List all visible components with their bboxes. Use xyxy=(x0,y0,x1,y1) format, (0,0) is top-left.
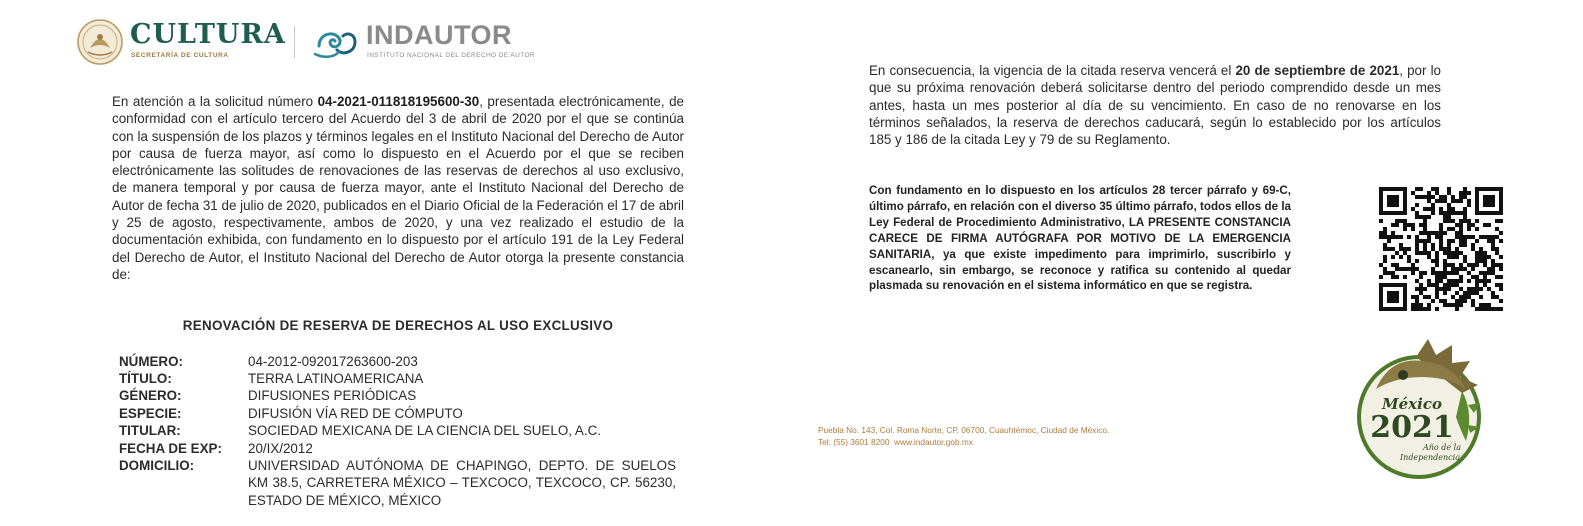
emblem-line2-text: Año de la xyxy=(1422,443,1462,452)
intro-text-start: En atención a la solicitud número xyxy=(112,94,318,109)
record-value-fecha-exp: 20/IX/2012 xyxy=(248,441,313,456)
indautor-spiral-icon xyxy=(313,24,359,60)
mexico-2021-emblem xyxy=(1356,333,1482,479)
emblem-mexico-text: México xyxy=(1382,395,1442,413)
cultura-seal-icon xyxy=(76,18,124,66)
address-line-2: Tel: (55) 3601 8200 www.indautor.gob.mx xyxy=(818,436,973,447)
cultura-logo-subtitle: SECRETARÍA DE CULTURA xyxy=(131,52,229,59)
record-value-titulo: TERRA LATINOAMERICANA xyxy=(248,371,424,386)
record-label-especie: ESPECIE: xyxy=(119,406,182,421)
record-value-titular: SOCIEDAD MEXICANA DE LA CIENCIA DEL SUELO, A.C. xyxy=(248,423,601,438)
emblem-year-text: 2021 xyxy=(1370,410,1454,445)
record-value-genero: DIFUSIONES PERIÓDICAS xyxy=(248,388,417,403)
intro-text-rest: , presentada electrónicamente, de conformidad con el artículo tercero del Acuerdo del 3 de abril de 2020 por el que se continúa con la suspensión de los plazos y términos legales en el Instituto Nacional del Derecho de Autor por causa de fuerza mayor, así como lo dispuesto en el Acuerdo por el que se reciben electrónicamente las solitudes de renovaciones de las reservas de derechos al uso exclusivo, de manera temporal y por causa de fuerza mayor, ante el Instituto Nacional del Derecho de Autor de fecha 31 de julio de 2020, publicados en el Diario Oficial de la Federación el 17 de abril y 25 de agosto, respectivamente, ambos de 2020, y una vez realizado el estudio de la documentación exhibida, con fundamento en lo dispuesto por el artículo 191 de la Ley Federal del Derecho de Autor, el Instituto Nacional del Derecho de Autor otorga la presente constancia de: xyxy=(112,94,684,282)
record-label-fecha-exp: FECHA DE EXP: xyxy=(119,441,222,456)
emblem-line3-text: Independencia xyxy=(1400,453,1460,462)
intro-paragraph xyxy=(112,93,684,283)
record-label-titular: TITULAR: xyxy=(119,423,181,438)
record-label-numero: NÚMERO: xyxy=(119,354,183,369)
record-label-domicilio: DOMICILIO: xyxy=(119,458,195,473)
expiry-date: 20 de septiembre de 2021 xyxy=(1235,63,1400,78)
cultura-logo-text: CULTURA xyxy=(130,19,286,50)
consequence-text-rest: , por lo que su próxima renovación deberá solicitarse dentro del periodo comprendido desde un mes antes, hasta un mes posterior al día de su vencimiento. En caso de no renovarse en los términos señalados, la reserva de derechos caducará, según lo establecido por los artículos 185 y 186 de la citada Ley y 79 de su Reglamento. xyxy=(869,63,1442,148)
footer-address xyxy=(818,425,1109,448)
record-label-titulo: TÍTULO: xyxy=(119,371,172,386)
consequence-text-start: En consecuencia, la vigencia de la citada reserva vencerá el xyxy=(869,63,1236,78)
record-value-domicilio: UNIVERSIDAD AUTÓNOMA DE CHAPINGO, DEPTO. DE SUELOS KM 38.5, CARRETERA MÉXICO – TEXCOCO, TEXCOCO, CP. 56230, ESTADO DE MÉXICO, MÉXICO xyxy=(248,458,676,508)
record-label-genero: GÉNERO: xyxy=(119,388,182,403)
record-value-especie: DIFUSIÓN VÍA RED DE CÓMPUTO xyxy=(248,406,463,421)
indautor-logo-text: INDAUTOR xyxy=(366,20,513,50)
address-line-1: Puebla No. 143, Col. Roma Norte, CP. 06700, Cuauhtémoc, Ciudad de México. xyxy=(818,425,1110,435)
record-value-numero: 04-2012-092017263600-203 xyxy=(248,354,418,369)
logo-divider xyxy=(294,26,295,58)
section-title: RENOVACIÓN DE RESERVA DE DERECHOS AL USO EXCLUSIVO xyxy=(182,318,614,333)
consequence-paragraph xyxy=(869,62,1441,148)
indautor-logo-subtitle: INSTITUTO NACIONAL DEL DERECHO DE AUTOR xyxy=(367,52,536,59)
legal-basis-paragraph: Con fundamento en lo dispuesto en los artículos 28 tercer párrafo y 69-C, último párrafo, en relación con el diverso 35 último párrafo, todos ellos de la Ley Federal de Procedimiento Administrativo, LA PRESENTE CONSTANCIA CARECE DE FIRMA AUTÓGRAFA POR MOTIVO DE LA EMERGENCIA SANITARIA, ya que existe impedimento para imprimirlo, suscribirlo y escanearlo, sin embargo, se reconoce y ratifica su contenido al quedar plasmada su renovación en el sistema informático en que se registra. xyxy=(869,184,1291,293)
qr-code-icon xyxy=(1379,187,1503,311)
request-number: 04-2021-011818195600-30 xyxy=(317,94,480,109)
